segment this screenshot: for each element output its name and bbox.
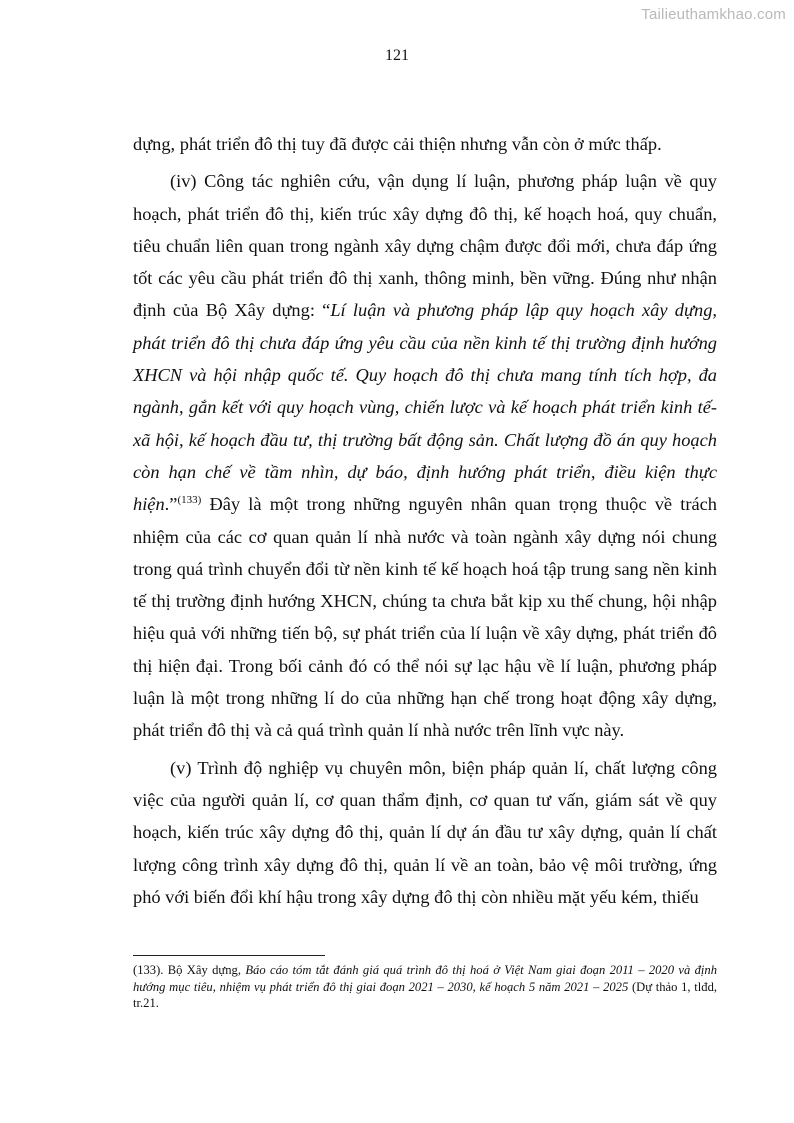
paragraph-continuation: dựng, phát triển đô thị tuy đã được cải thiện nhưng vẫn còn ở mức thấp. bbox=[133, 134, 662, 154]
page-number: 121 bbox=[385, 47, 409, 64]
watermark: Tailieuthamkhao.com bbox=[641, 6, 786, 23]
ministry-quote: Lí luận và phương pháp lập quy hoạch xây dựng, phát triển đô thị chưa đáp ứng yêu cầu của nền kinh tế thị trường định hướng XHCN và hội nhập quốc tế. Quy hoạch đô thị chưa mang tính tích hợp, đa ngành, gắn kết với quy hoạch vùng, chiến lược và kế hoạch phát triển kinh tế-xã hội, kế hoạch đầu tư, thị trường bất động sản. Chất lượng đồ án quy hoạch còn hạn chế về tầm nhìn, dự báo, định hướng phát triển, điều kiện thực hiện bbox=[133, 300, 717, 515]
footnote-divider bbox=[133, 955, 325, 956]
footnote-prefix: (133). Bộ Xây dựng, bbox=[133, 963, 246, 977]
footnote-133 bbox=[133, 962, 717, 1012]
paragraph-v: (v) Trình độ nghiệp vụ chuyên môn, biện pháp quản lí, chất lượng công việc của người quản lí, cơ quan thẩm định, cơ quan tư vấn, giám sát về quy hoạch, kiến trúc xây dựng đô thị, quản lí dự án đầu tư xây dựng, quản lí chất lượng công trình xây dựng đô thị, quản lí về an toàn, bảo vệ môi trường, ứng phó với biến đổi khí hậu trong xây dựng đô thị còn nhiều mặt yếu kém, thiếu bbox=[133, 757, 717, 907]
body-text bbox=[133, 128, 717, 913]
footnote-suffix: (Dự thảo 1, tlđd, tr.21. bbox=[133, 979, 718, 1010]
paragraph-iv-continuation: Đây là một trong những nguyên nhân quan trọng thuộc về trách nhiệm của các cơ quan quản lí nhà nước và toàn ngành xây dựng nói chung trong quá trình chuyển đổi từ nền kinh tế kế hoạch hoá tập trung sang nền kinh tế thị trường định hướng XHCN, chúng ta chưa bắt kịp xu thế chung, hội nhập hiệu quả với những tiến bộ, sự phát triển của lí luận về xây dựng, phát triển đô thị hiện đại. Trong bối cảnh đó có thể nói sự lạc hậu về lí luận, phương pháp luận là một trong những lí do của những hạn chế trong hoạt động xây dựng, phát triển đô thị và cả quá trình quản lí nhà nước trên lĩnh vực này. bbox=[133, 494, 717, 741]
footnote-ref: (133) bbox=[177, 494, 202, 507]
paragraph-iv bbox=[133, 165, 717, 746]
footnote-title: Báo cáo tóm tắt đánh giá quá trình đô thị hoá ở Việt Nam giai đoạn 2011 – 2020 và định hướng mục tiêu, nhiệm vụ phát triển đô thị giai đoạn 2021 – 2030, kế hoạch 5 năm 2021 – 2025 bbox=[133, 963, 717, 994]
quote-close: .” bbox=[164, 494, 178, 515]
paragraph-iv-text: (iv) Công tác nghiên cứu, vận dụng lí luận, phương pháp luận về quy hoạch, phát triển đô thị, kiến trúc xây dựng đô thị, kế hoạch hoá, quy chuẩn, tiêu chuẩn liên quan trong ngành xây dựng chậm được đổi mới, chưa đáp ứng tốt các yêu cầu phát triển đô thị xanh, thông minh, bền vững. Đúng như nhận định của Bộ Xây dựng: “ bbox=[133, 171, 717, 321]
